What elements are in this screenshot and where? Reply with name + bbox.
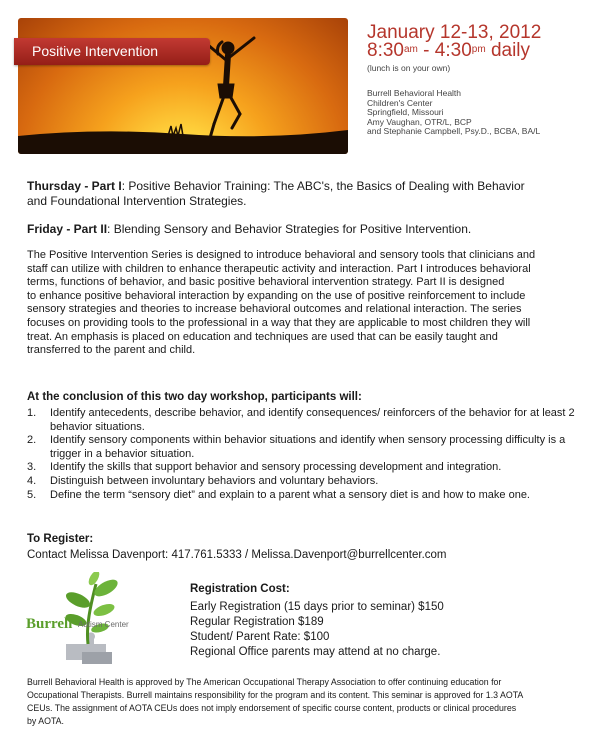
venue-line: and Stephanie Campbell, Psy.D., BCBA, BA/L: [367, 126, 541, 137]
logo-sub: Autism Center: [78, 620, 129, 629]
aota-approval-note: Burrell Behavioral Health is approved by The American Occupational Therapy Association to offer continuing education for Occupational Therapists. Burrell maintains responsibility for the program and its content. This seminar is approved for 1.3 AOTA CEUs. The assignment of AOTA CEUs does not imply endorsement of specific course content, products or clinical procedures by AOTA.: [27, 677, 524, 726]
venue-line: Springfield, Missouri: [367, 107, 444, 118]
register-contact[interactable]: Contact Melissa Davenport: 417.761.5333 / Melissa.Davenport@burrellcenter.com: [27, 549, 447, 561]
venue-info: [367, 89, 540, 137]
venue-line: Amy Vaughan, OTR/L, BCP: [367, 116, 472, 127]
list-item: 3. Identify the skills that support behavior and sensory processing development and integration.: [27, 461, 502, 474]
objectives-list: [27, 407, 587, 502]
list-item: Early Registration (15 days prior to seminar) $150: [190, 601, 444, 613]
list-item: 1. Identify antecedents, describe behavior, and identify consequences/ reinforcers of the behavior for at least 2 behavior situations.: [27, 407, 575, 433]
burrell-autism-center-logo: [26, 572, 161, 667]
venue-line: Burrell Behavioral Health: [367, 88, 462, 98]
list-item: Regional Office parents may attend at no charge.: [190, 646, 441, 658]
logo-brand: Burrell: [26, 616, 73, 632]
session-thursday: Thursday - Part I: Positive Behavior Training: The ABC's, the Basics of Dealing with Behavior and Foundational Intervention Strategies.: [27, 179, 525, 208]
lunch-note: (lunch is on your own): [367, 63, 451, 73]
cost-heading: Registration Cost:: [190, 583, 290, 595]
list-item: 2. Identify sensory components within behavior situations and identify when sensory processing difficulty is a trigger in a behavior situation.: [27, 434, 566, 460]
objectives-heading: At the conclusion of this two day workshop, participants will:: [27, 391, 362, 403]
register-heading: To Register:: [27, 533, 94, 545]
event-date: January 12-13, 2012: [367, 22, 542, 43]
intro-paragraph: The Positive Intervention Series is designed to introduce behavioral and sensory tools that clinicians and staff can utilize with children to enhance therapeutic activity and interaction. Part I introduces behavioral terms, functions of behavior, and basic positive behavioral intervention strategy. Part II is designed to enhance positive behavioral interaction by expanding on the use of positive reinforcement to include sensory strategies and theories to increase behavioral outcomes and relational interaction. The series focuses on providing tools to the professional in a way that they are applicable to most children they will treat. An emphasis is placed on education and techniques are used that can be easily taught and transferred to the parent and child.: [27, 249, 536, 357]
session-friday: Friday - Part II: Blending Sensory and Behavior Strategies for Positive Intervention.: [27, 222, 472, 236]
list-item: 4. Distinguish between involuntary behaviors and voluntary behaviors.: [27, 474, 379, 487]
list-item: 5. Define the term “sensory diet” and explain to a parent what a sensory diet is and how to make one.: [27, 488, 530, 501]
banner-title: Positive Intervention: [32, 43, 159, 59]
event-time: $8:30^{am}$ - $4:30^{pm}$ daily: [367, 40, 531, 61]
venue-line: Children's Center: [367, 97, 433, 108]
list-item: Regular Registration $189: [190, 616, 324, 628]
list-item: Student/ Parent Rate: $100: [190, 631, 330, 643]
cost-list: [190, 600, 444, 660]
